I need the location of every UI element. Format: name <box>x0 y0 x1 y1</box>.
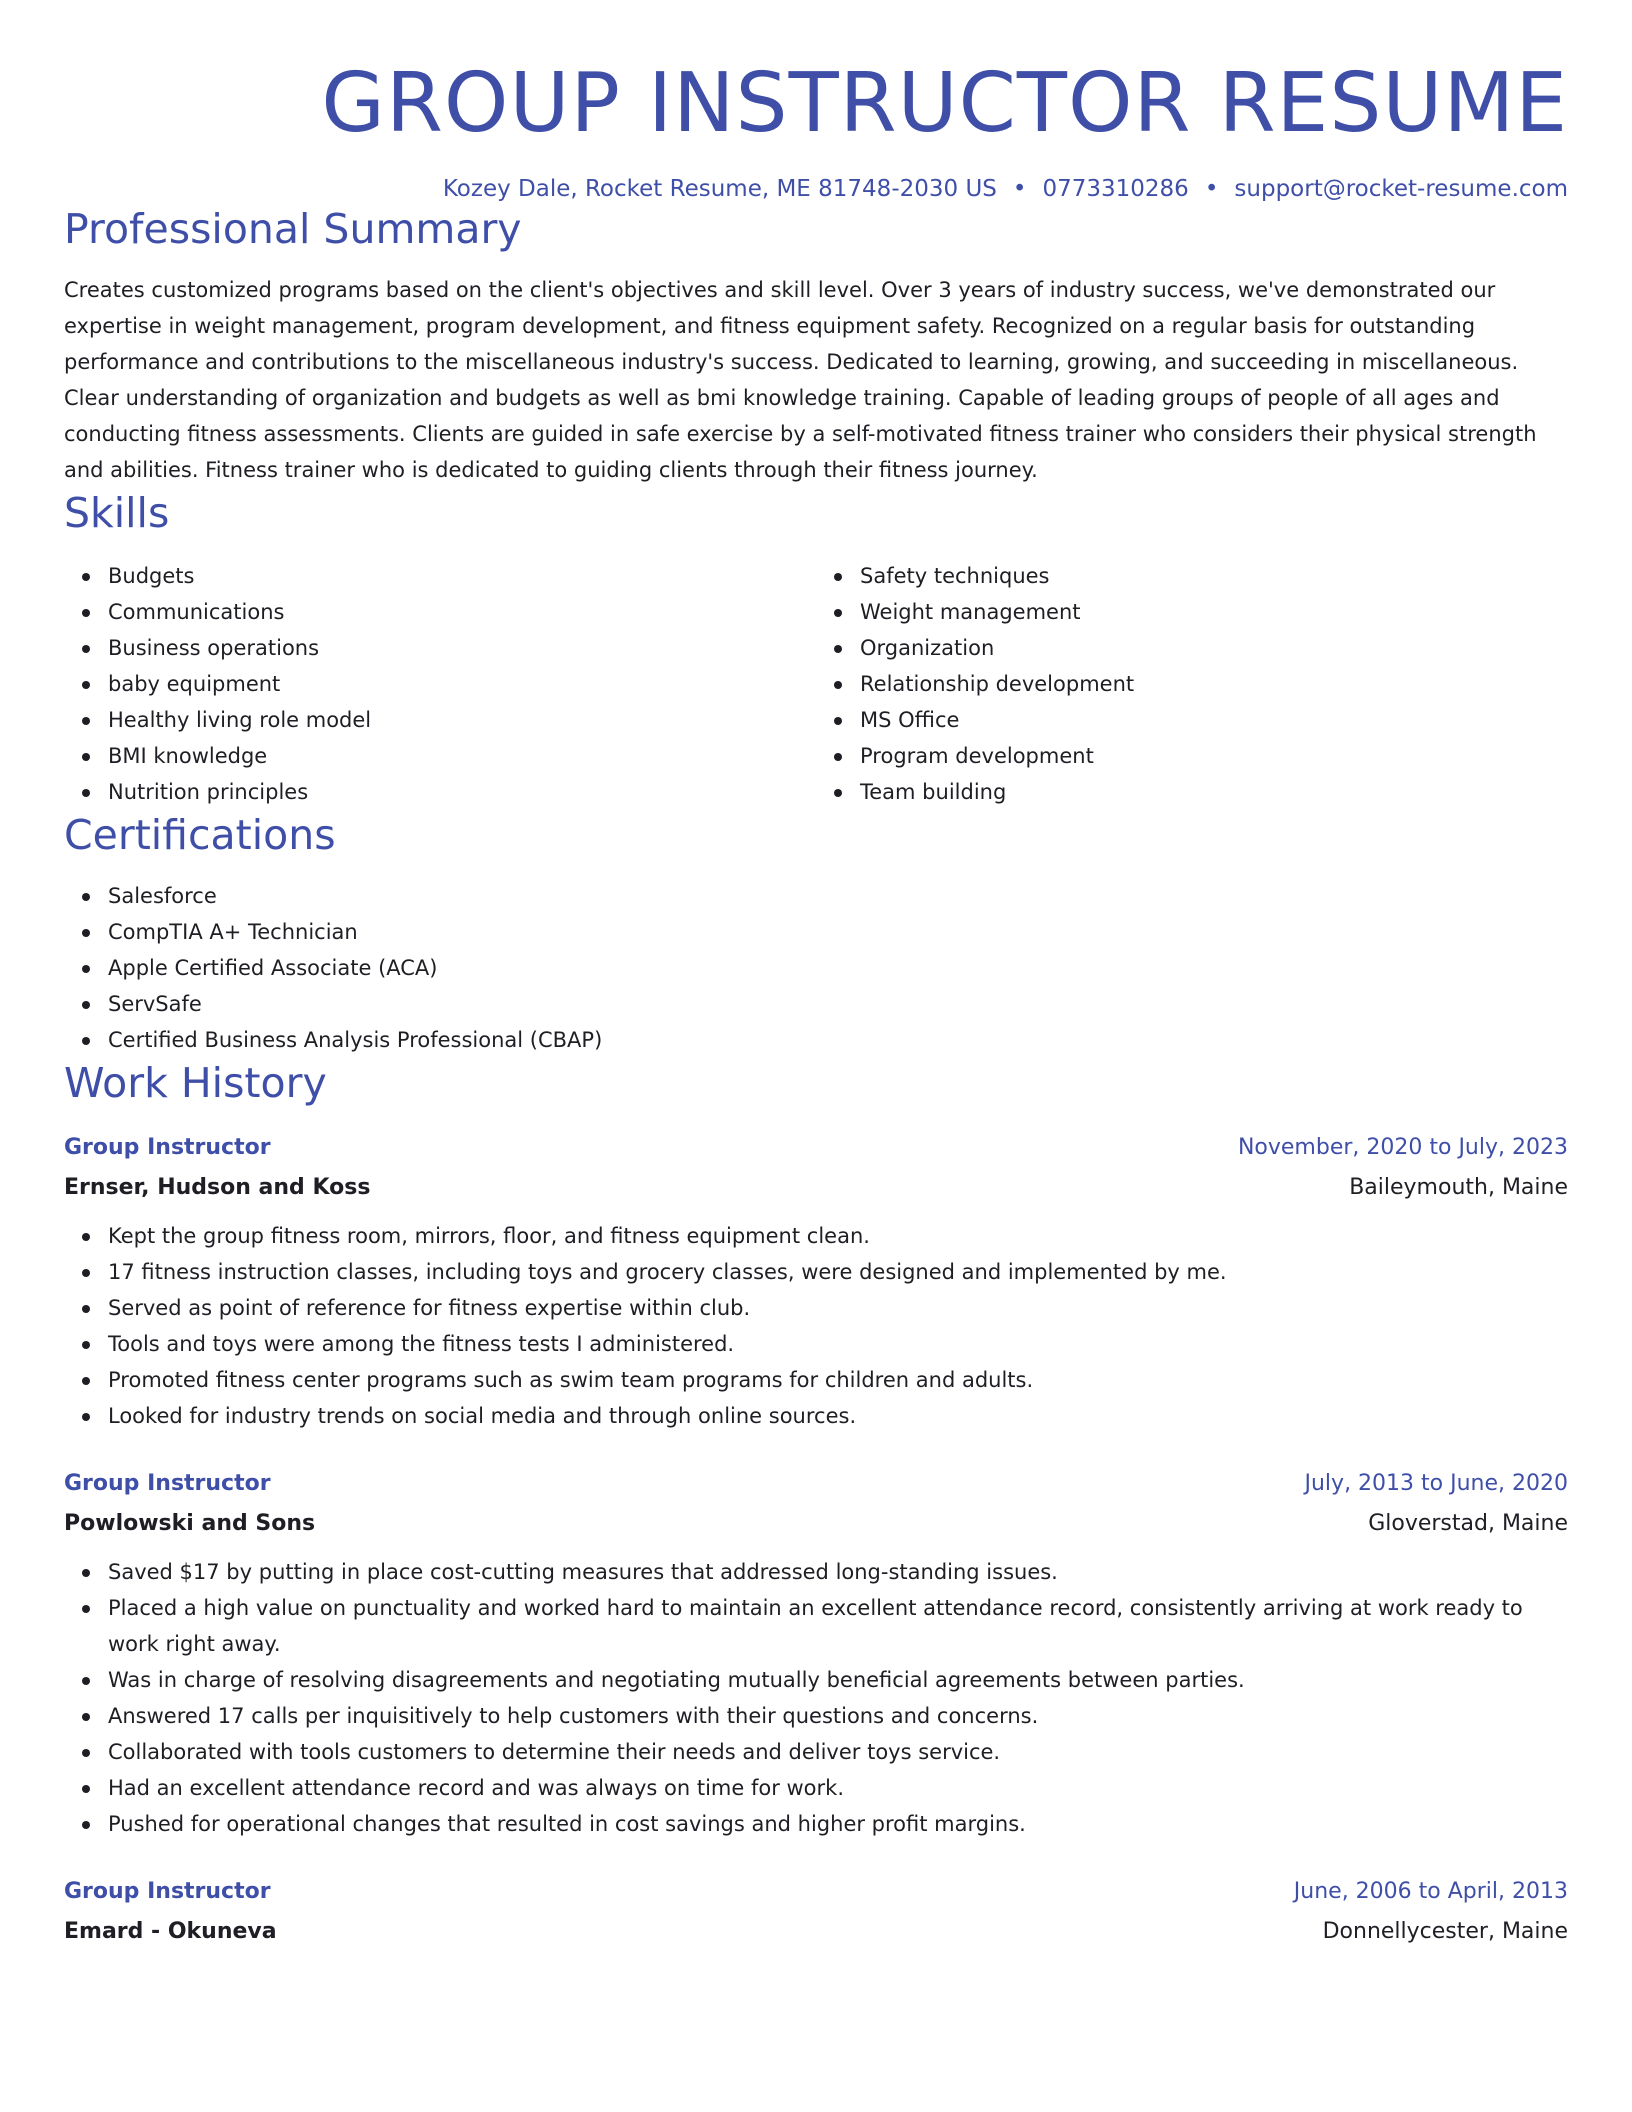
job-title: Group Instructor <box>64 1471 271 1496</box>
skill-item: MS Office <box>860 702 1568 738</box>
certification-item: ServSafe <box>108 986 1568 1022</box>
job-duty: Promoted fitness center programs such as swim team programs for children and adults. <box>108 1362 1568 1398</box>
contact-separator: • <box>1012 176 1027 202</box>
job-dates: November, 2020 to July, 2023 <box>1237 1135 1568 1160</box>
skill-item: baby equipment <box>108 666 816 702</box>
job-duty: Pushed for operational changes that resulted in cost savings and higher profit margins. <box>108 1806 1568 1842</box>
job-duty: 17 fitness instruction classes, including toys and grocery classes, were designed and implemented by me. <box>108 1254 1568 1290</box>
skill-item: Weight management <box>860 594 1568 630</box>
job-entry <box>64 1464 1568 1842</box>
job-company-row <box>64 1912 1568 1952</box>
skill-item: Relationship development <box>860 666 1568 702</box>
skill-item: Healthy living role model <box>108 702 816 738</box>
job-dates: June, 2006 to April, 2013 <box>1293 1879 1568 1904</box>
job-duty: Collaborated with tools customers to determine their needs and deliver toys service. <box>108 1734 1568 1770</box>
job-entry <box>64 1128 1568 1434</box>
job-company: Ernser, Hudson and Koss <box>64 1175 371 1200</box>
job-dates: July, 2013 to June, 2020 <box>1304 1471 1568 1496</box>
skill-item: Business operations <box>108 630 816 666</box>
resume-title: GROUP INSTRUCTOR RESUME <box>321 56 1568 151</box>
job-duty: Looked for industry trends on social media and through online sources. <box>108 1398 1568 1434</box>
skill-item: Communications <box>108 594 816 630</box>
job-location: Gloverstad, Maine <box>1368 1511 1568 1536</box>
job-company: Powlowski and Sons <box>64 1511 316 1536</box>
job-header-row <box>64 1872 1568 1912</box>
job-duty: Tools and toys were among the fitness tests I administered. <box>108 1326 1568 1362</box>
job-location: Baileymouth, Maine <box>1349 1175 1568 1200</box>
skills-column-right <box>816 558 1568 810</box>
certifications-heading: Certifications <box>64 811 336 859</box>
summary-heading: Professional Summary <box>64 205 522 253</box>
job-duty: Saved $17 by putting in place cost-cutting measures that addressed long-standing issues. <box>108 1554 1568 1590</box>
job-location: Donnellycester, Maine <box>1322 1919 1568 1944</box>
job-company-row <box>64 1168 1568 1208</box>
job-duty: Kept the group fitness room, mirrors, floor, and fitness equipment clean. <box>108 1218 1568 1254</box>
skills-column-left <box>64 558 816 810</box>
contact-line <box>64 174 1568 204</box>
job-header-row <box>64 1128 1568 1168</box>
job-duty: Had an excellent attendance record and was always on time for work. <box>108 1770 1568 1806</box>
certification-item: Certified Business Analysis Professional (CBAP) <box>108 1022 1568 1058</box>
job-header-row <box>64 1464 1568 1504</box>
certification-item: Apple Certified Associate (ACA) <box>108 950 1568 986</box>
job-company: Emard - Okuneva <box>64 1919 277 1944</box>
skill-item: BMI knowledge <box>108 738 816 774</box>
work-history-heading: Work History <box>64 1059 327 1107</box>
job-duty: Placed a high value on punctuality and worked hard to maintain an excellent attendance record, consistently arriving at work ready to work right away. <box>108 1590 1568 1662</box>
job-duty: Was in charge of resolving disagreements and negotiating mutually beneficial agreements between parties. <box>108 1662 1568 1698</box>
job-duty: Answered 17 calls per inquisitively to help customers with their questions and concerns. <box>108 1698 1568 1734</box>
skills-heading: Skills <box>64 489 170 537</box>
skill-item: Team building <box>860 774 1568 810</box>
job-company-row <box>64 1504 1568 1544</box>
skill-item: Budgets <box>108 558 816 594</box>
certifications-list <box>64 878 1568 1058</box>
contact-email: support@rocket-resume.com <box>1234 176 1568 202</box>
skill-item: Safety techniques <box>860 558 1568 594</box>
job-entry <box>64 1872 1568 1952</box>
resume-page <box>64 0 1568 1952</box>
contact-phone: 0773310286 <box>1042 176 1189 202</box>
certification-item: Salesforce <box>108 878 1568 914</box>
skills-list <box>64 558 1568 810</box>
contact-address: Kozey Dale, Rocket Resume, ME 81748-2030 US <box>442 176 997 202</box>
job-duty: Served as point of reference for fitness expertise within club. <box>108 1290 1568 1326</box>
contact-separator: • <box>1204 176 1219 202</box>
certification-item: CompTIA A+ Technician <box>108 914 1568 950</box>
job-title: Group Instructor <box>64 1135 271 1160</box>
job-duties-list <box>64 1554 1568 1842</box>
skill-item: Organization <box>860 630 1568 666</box>
summary-text: Creates customized programs based on the client's objectives and skill level. Over 3 years of industry success, we've demonstrated our expertise in weight management, program development, and fitness equipment safety. Recognized on a regular basis for outstanding performance and contributions to the miscellaneous industry's success. Dedicated to learning, growing, and succeeding in miscellaneous. Clear understanding of organization and budgets as well as bmi knowledge training. Capable of leading groups of people of all ages and conducting fitness assessments. Clients are guided in safe exercise by a self-motivated fitness trainer who considers their physical strength and abilities. Fitness trainer who is dedicated to guiding clients through their fitness journey. <box>64 278 1537 482</box>
job-duties-list <box>64 1218 1568 1434</box>
skill-item: Nutrition principles <box>108 774 816 810</box>
skill-item: Program development <box>860 738 1568 774</box>
job-title: Group Instructor <box>64 1879 271 1904</box>
